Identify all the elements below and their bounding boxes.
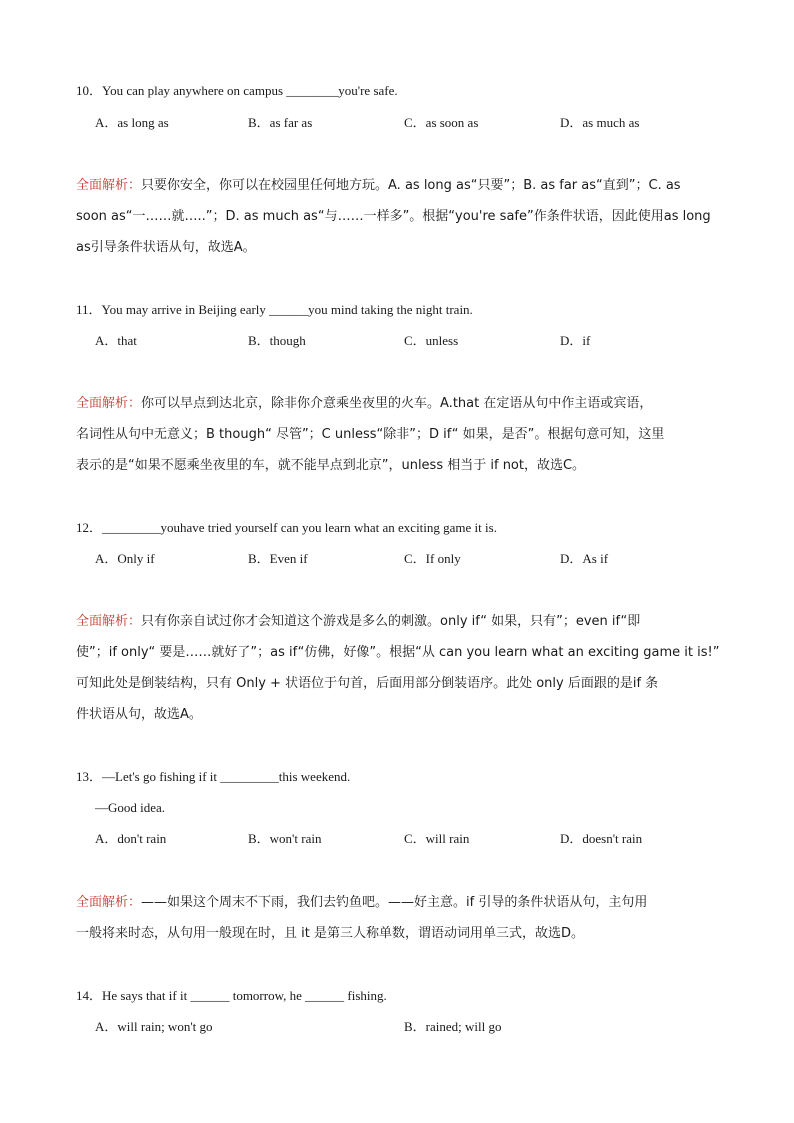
- question-11-option-b: B．though: [248, 333, 306, 348]
- analysis-label: 全面解析：: [76, 178, 142, 193]
- question-10-option-a: A．as long as: [95, 115, 169, 130]
- analysis-label: 全面解析：: [76, 614, 142, 629]
- question-13-reply: —Good idea.: [95, 800, 166, 815]
- question-12-option-c: C．If only: [404, 551, 461, 566]
- analysis-line: as引导条件状语从句，故选A。: [76, 240, 256, 255]
- question-13-option-a: A．don't rain: [95, 831, 167, 846]
- analysis-line: 你可以早点到达北京，除非你介意乘坐夜里的火车。A.that 在定语从句中作主语或宾语，: [141, 396, 653, 411]
- analysis-line: 使”；if only“ 要是……就好了”；as if“仿佛，好像”。根据“从 can you learn what an exciting game it is!”: [76, 645, 720, 660]
- question-11-option-a: A．that: [95, 333, 137, 348]
- analysis-line: 件状语从句，故选A。: [76, 707, 202, 722]
- question-13-option-c: C．will rain: [404, 831, 470, 846]
- question-13-option-b: B．won't rain: [248, 831, 322, 846]
- question-10-option-b: B．as far as: [248, 115, 313, 130]
- question-12-analysis: [76, 606, 720, 730]
- question-12-option-a: A．Only if: [95, 551, 155, 566]
- analysis-label: 全面解析：: [76, 396, 142, 411]
- question-13-stem: 13．—Let's go fishing if it _________this weekend.: [76, 769, 351, 784]
- analysis-line: 表示的是“如果不愿乘坐夜里的车，就不能早点到北京”，unless 相当于 if not，故选C。: [76, 458, 586, 473]
- question-14-option-a: A．will rain; won't go: [95, 1019, 213, 1034]
- analysis-line: 只有你亲自试过你才会知道这个游戏是多么的刺激。only if“ 如果，只有”；even if“即: [141, 614, 641, 629]
- question-11-option-d: D．if: [560, 333, 591, 348]
- question-11-stem: 11．You may arrive in Beijing early ______you mind taking the night train.: [76, 302, 473, 317]
- question-10-option-c: C．as soon as: [404, 115, 479, 130]
- question-13-option-d: D．doesn't rain: [560, 831, 643, 846]
- question-12-option-d: D．As if: [560, 551, 609, 566]
- question-11-analysis: [76, 388, 720, 481]
- question-11-option-c: C．unless: [404, 333, 459, 348]
- analysis-line: 可知此处是倒装结构，只有 Only + 状语位于句首，后面用部分倒装语序。此处 only 后面跟的是if 条: [76, 676, 659, 691]
- analysis-line: 只要你安全，你可以在校园里任何地方玩。A. as long as“只要”；B. as far as“直到”；C. as: [141, 178, 681, 193]
- analysis-line: 名词性从句中无意义；B though“ 尽管”；C unless“除非”；D if“ 如果，是否”。根据句意可知，这里: [76, 427, 665, 442]
- analysis-line: soon as“一……就…..”；D. as much as“与……一样多”。根据“you're safe”作条件状语，因此使用as long: [76, 209, 711, 224]
- question-12-option-b: B．Even if: [248, 551, 308, 566]
- question-12-stem: 12．_________youhave tried yourself can you learn what an exciting game it is.: [76, 520, 497, 535]
- question-10-option-d: D．as much as: [560, 115, 640, 130]
- analysis-line: ——如果这个周末不下雨，我们去钓鱼吧。——好主意。if 引导的条件状语从句，主句用: [141, 895, 648, 910]
- analysis-label: 全面解析：: [76, 895, 142, 910]
- question-10-analysis: [76, 170, 720, 263]
- question-14-option-b: B．rained; will go: [404, 1019, 502, 1034]
- question-14-stem: 14．He says that if it ______ tomorrow, he ______ fishing.: [76, 988, 387, 1003]
- analysis-line: 一般将来时态，从句用一般现在时，且 it 是第三人称单数，谓语动词用单三式，故选D。: [76, 926, 584, 941]
- question-13-analysis: [76, 887, 720, 949]
- question-10-stem: 10．You can play anywhere on campus ________you're safe.: [76, 83, 398, 98]
